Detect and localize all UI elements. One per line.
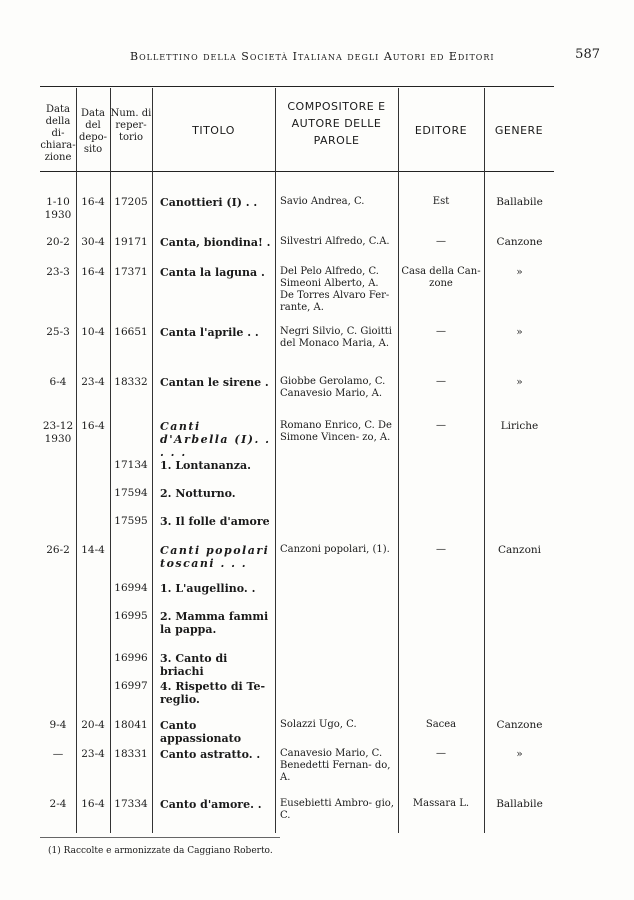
cell-compositore: Eusebietti Ambro- gio, C. (280, 798, 394, 821)
col-header-data-dichiarazione: Data della di- chiara- zione (40, 104, 76, 163)
cell-num-repertorio: 16995 (114, 610, 148, 622)
cell-editore: — (436, 326, 446, 337)
cell-genere: Canzone (496, 236, 543, 248)
cell-editore: — (436, 376, 446, 387)
cell-titolo: 4. Rispetto di Te- reglio. (160, 680, 266, 706)
cell-data-dichiarazione: 25-3 (46, 326, 70, 338)
cell-compositore: Del Pelo Alfredo, C. Simeoni Alberto, A. De Torres Alvaro Fer- rante, A. (280, 266, 390, 313)
cell-num-repertorio: 16996 (114, 652, 148, 664)
cell-data-deposito: 20-4 (81, 719, 105, 731)
cell-data-deposito: 23-4 (81, 376, 105, 388)
cell-genere: Ballabile (496, 798, 543, 810)
col-header-editore: EDITORE (414, 124, 468, 137)
page-number: 587 (575, 47, 600, 62)
cell-editore: Est (432, 196, 450, 207)
cell-editore: — (436, 544, 446, 555)
cell-editore: — (436, 748, 446, 759)
col-header-compositore: COMPOSITORE E AUTORE DELLE PAROLE (287, 100, 386, 147)
cell-genere: Canzoni (497, 544, 542, 556)
header-bottom-rule (40, 171, 554, 172)
cell-num-repertorio: 17371 (114, 266, 148, 278)
cell-data-deposito: 30-4 (81, 236, 105, 248)
cell-editore: Casa della Can- zone (401, 266, 481, 289)
cell-editore: Sacea (425, 719, 457, 730)
col-header-genere: GENERE (494, 124, 544, 137)
cell-data-dichiarazione: 20-2 (46, 236, 70, 248)
cell-data-dichiarazione: 26-2 (46, 544, 70, 556)
cell-compositore: Savio Andrea, C. (280, 196, 365, 207)
cell-data-deposito: 16-4 (81, 196, 105, 208)
cell-compositore: Silvestri Alfredo, C.A. (280, 236, 390, 247)
footnote-rule (40, 837, 280, 838)
cell-num-repertorio: 16997 (114, 680, 148, 692)
cell-num-repertorio: 16994 (114, 582, 148, 594)
cell-data-deposito: 14-4 (81, 544, 105, 556)
cell-data-dichiarazione: 2-4 (49, 798, 67, 810)
cell-genere: » (516, 266, 523, 278)
cell-genere: Liriche (500, 420, 539, 432)
cell-genere: » (516, 326, 523, 338)
cell-num-repertorio: 17134 (114, 459, 148, 471)
cell-titolo: 1. L'augellino. . (160, 582, 256, 595)
col-rule-4 (275, 88, 276, 833)
cell-genere: » (516, 748, 523, 760)
cell-compositore: Canzoni popolari, (1). (280, 544, 390, 555)
cell-data-dichiarazione: 23-3 (46, 266, 70, 278)
cell-titolo: Canto d'amore. . (160, 798, 262, 811)
cell-titolo: 3. Il folle d'amore (160, 515, 270, 528)
cell-titolo: Canottieri (I) . . (160, 196, 258, 209)
cell-data-deposito: 16-4 (81, 420, 105, 432)
cell-titolo: 1. Lontananza. (160, 459, 251, 472)
cell-data-deposito: 10-4 (81, 326, 105, 338)
cell-data-deposito: 16-4 (81, 798, 105, 810)
cell-data-deposito: 23-4 (81, 748, 105, 760)
cell-data-deposito: 16-4 (81, 266, 105, 278)
cell-titolo: Canta la laguna . (160, 266, 265, 279)
cell-num-repertorio: 19171 (114, 236, 148, 248)
cell-compositore: Negri Silvio, C. Gioitti del Monaco Maria, A. (280, 326, 392, 349)
cell-compositore: Canavesio Mario, C. Benedetti Fernan- do, A. (280, 748, 391, 783)
cell-num-repertorio: 16651 (114, 326, 148, 338)
table-top-rule (40, 86, 554, 87)
cell-num-repertorio: 18331 (114, 748, 148, 760)
cell-num-repertorio: 17334 (114, 798, 148, 810)
cell-data-dichiarazione: 23-12 1930 (42, 420, 74, 445)
cell-titolo: Canto appassionato (160, 719, 242, 745)
cell-titolo: Canti popolari toscani . . . (160, 544, 270, 570)
cell-data-dichiarazione: — (52, 748, 64, 760)
cell-compositore: Solazzi Ugo, C. (280, 719, 357, 730)
cell-titolo: Cantan le sirene . (160, 376, 269, 389)
cell-titolo: Canti d'Arbella (I). . . . . (160, 420, 271, 459)
cell-titolo: Canta l'aprile . . (160, 326, 259, 339)
cell-titolo: 2. Notturno. (160, 487, 236, 500)
cell-genere: Ballabile (496, 196, 543, 208)
cell-compositore: Giobbe Gerolamo, C. Canavesio Mario, A. (280, 376, 386, 399)
cell-titolo: 3. Canto di briachi (160, 652, 228, 678)
cell-titolo: Canto astratto. . (160, 748, 261, 761)
cell-editore: — (436, 420, 446, 431)
cell-num-repertorio: 18332 (114, 376, 148, 388)
cell-num-repertorio: 17594 (114, 487, 148, 499)
footnote: (1) Raccolte e armonizzate da Caggiano Roberto. (48, 846, 273, 856)
journal-title: Bollettino della Società Italiana degli Autori ed Editori (130, 50, 495, 63)
cell-genere: Canzone (496, 719, 543, 731)
cell-data-dichiarazione: 1-10 1930 (44, 196, 72, 221)
cell-num-repertorio: 18041 (114, 719, 148, 731)
col-header-data-deposito: Data del depo- sito (78, 108, 108, 155)
cell-titolo: Canta, biondina! . (160, 236, 271, 249)
cell-compositore: Romano Enrico, C. De Simone Vincen- zo, A. (280, 420, 392, 443)
cell-num-repertorio: 17595 (114, 515, 148, 527)
col-rule-3 (152, 88, 153, 833)
cell-data-dichiarazione: 6-4 (49, 376, 67, 388)
cell-editore: Massara L. (412, 798, 470, 809)
cell-editore: — (436, 236, 446, 247)
cell-genere: » (516, 376, 523, 388)
cell-data-dichiarazione: 9-4 (49, 719, 67, 731)
col-header-num-repertorio: Num. di reper- torio (110, 108, 152, 143)
cell-num-repertorio: 17205 (114, 196, 148, 208)
cell-titolo: 2. Mamma fammi la pappa. (160, 610, 269, 636)
col-header-titolo: TITOLO (192, 124, 235, 137)
